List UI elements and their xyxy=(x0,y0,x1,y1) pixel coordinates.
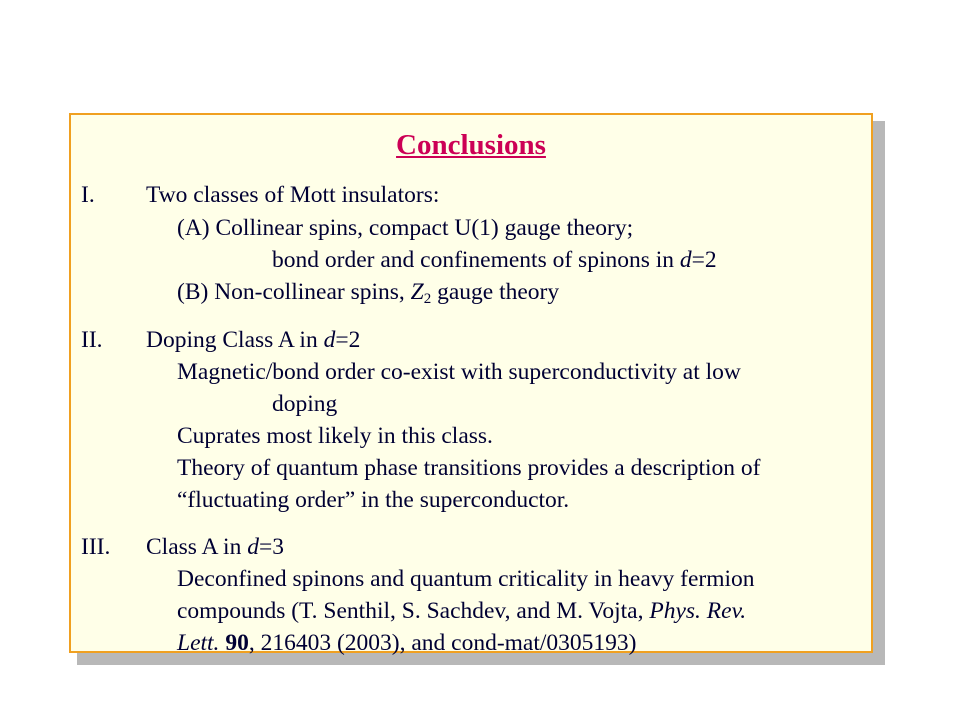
section-1-numeral: I. xyxy=(81,182,95,208)
section-2-numeral: II. xyxy=(81,327,103,353)
section-3-line-1: Deconfined spinons and quantum criticality in heavy fermion xyxy=(177,566,755,592)
section-3-heading: Class A in d=3 xyxy=(146,534,284,560)
section-1-item-a: (A) Collinear spins, compact U(1) gauge theory; xyxy=(177,215,634,241)
section-2-line-1: Magnetic/bond order co-exist with superconductivity at low xyxy=(177,359,741,385)
section-1-heading: Two classes of Mott insulators: xyxy=(146,182,440,208)
section-3-line-2: compounds (T. Senthil, S. Sachdev, and M. Vojta, Phys. Rev. xyxy=(177,598,747,624)
section-2-heading: Doping Class A in d=2 xyxy=(146,327,361,353)
section-3-numeral: III. xyxy=(81,534,111,560)
section-1-item-a-cont: bond order and confinements of spinons in d=2 xyxy=(272,247,717,273)
section-3-line-3: Lett. 90, 216403 (2003), and cond-mat/0305193) xyxy=(177,630,637,656)
slide-title: Conclusions xyxy=(396,129,546,161)
section-2-line-2: doping xyxy=(272,391,338,417)
section-2-line-3: Cuprates most likely in this class. xyxy=(177,423,493,449)
conclusions-panel xyxy=(69,113,873,656)
section-2-line-4: Theory of quantum phase transitions provides a description of xyxy=(177,455,761,481)
section-2-line-5: “fluctuating order” in the superconductor. xyxy=(177,487,570,513)
section-1-item-b: (B) Non-collinear spins, $Z_2$ gauge theory xyxy=(177,279,560,307)
